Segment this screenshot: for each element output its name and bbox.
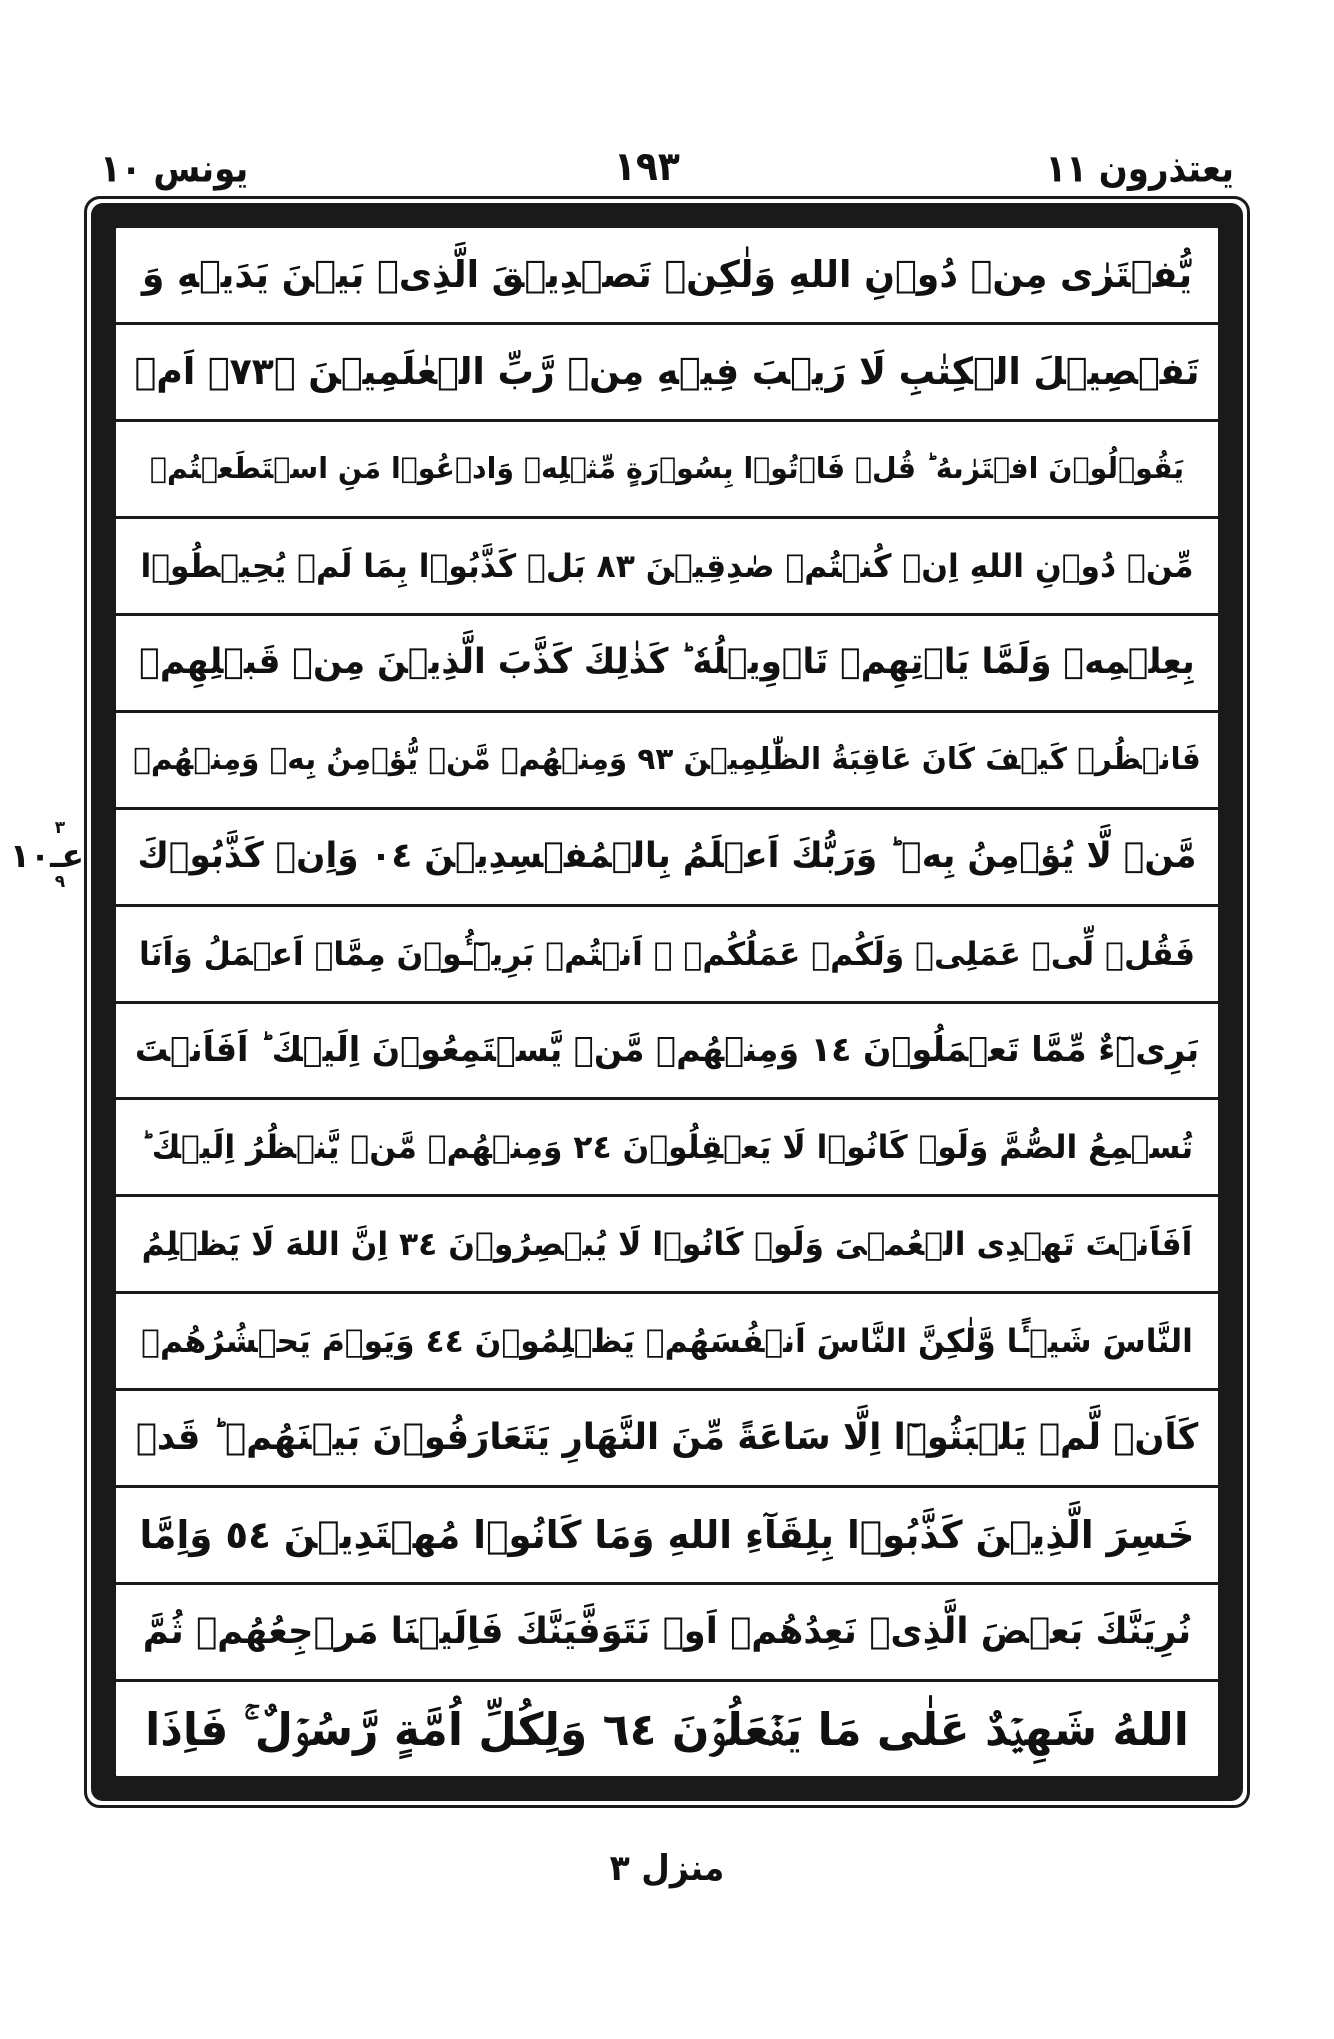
quran-line	[116, 519, 1218, 616]
quran-line	[116, 1004, 1218, 1101]
line-4: مِّنۡ دُوۡنِ اللهِ اِنۡ كُنۡتُمۡ صٰدِقِيۡنَ ٣٨ بَلۡ كَذَّبُوۡا بِمَا لَمۡ يُحِيۡطُوۡا	[140, 546, 1194, 585]
quran-text-body	[116, 228, 1218, 1776]
page-border-inner	[113, 225, 1221, 1779]
page-border-band	[91, 203, 1243, 1801]
line-2: تَفۡصِيۡلَ الۡكِتٰبِ لَا رَيۡبَ فِيۡهِ مِنۡ رَّبِّ الۡعٰلَمِيۡنَ ۩٣٧ۗ اَمۡ	[134, 350, 1200, 394]
quran-line	[116, 1682, 1218, 1776]
line-3: يَقُوۡلُوۡنَ افۡتَرٰىهُ ؕ قُلۡ فَاۡتُوۡا بِسُوۡرَةٍ مِّثۡلِهٖ وَادۡعُوۡا مَنِ اسۡتَطَعۡتُمۡ	[149, 451, 1185, 486]
quran-line	[116, 228, 1218, 325]
quran-line	[116, 1391, 1218, 1488]
manzil-label: منزل ٣	[609, 1846, 725, 1889]
quran-line	[116, 616, 1218, 713]
line-5: بِعِلۡمِهٖ وَلَمَّا يَاۡتِهِمۡ تَاۡوِيۡلُهٗ ؕ كَذٰلِكَ كَذَّبَ الَّذِيۡنَ مِنۡ قَبۡلِهِمۡ	[139, 642, 1195, 683]
line-12: النَّاسَ شَيۡـًٔا وَّلٰكِنَّ النَّاسَ اَنۡفُسَهُمۡ يَظۡلِمُوۡنَ ٤٤ وَيَوۡمَ يَحۡشُرُهُمۡ	[141, 1322, 1193, 1361]
juz-label: يعتذرون ١١	[1045, 146, 1234, 192]
ruku-marker	[9, 818, 84, 892]
line-14: خَسِرَ الَّذِيۡنَ كَذَّبُوۡا بِلِقَآءِ اللهِ وَمَا كَانُوۡا مُهۡتَدِيۡنَ ٤٥ وَاِمَّا	[139, 1513, 1195, 1558]
quran-line	[116, 1488, 1218, 1585]
page-border-scallop-ornament	[98, 210, 1236, 1794]
page-border-outer	[84, 196, 1250, 1808]
line-9: بَرِىۡٓءٌ مِّمَّا تَعۡمَلُوۡنَ ٤١ وَمِنۡهُمۡ مَّنۡ يَّسۡتَمِعُوۡنَ اِلَيۡكَ ؕ اَفَاَنۡتَ	[134, 1030, 1200, 1071]
quran-line	[116, 907, 1218, 1004]
ruku-top-number: ٣	[54, 818, 66, 838]
quran-line	[116, 422, 1218, 519]
line-6: فَانۡظُرۡ كَيۡفَ كَانَ عَاقِبَةُ الظّٰلِمِيۡنَ ٣٩ وَمِنۡهُمۡ مَّنۡ يُّؤۡمِنُ بِهٖ وَمِنۡهُمۡ	[133, 741, 1201, 777]
page-footer	[0, 1848, 1334, 1887]
page-header	[100, 128, 1234, 192]
quran-line	[116, 1294, 1218, 1391]
line-15: نُرِيَنَّكَ بَعۡضَ الَّذِىۡ نَعِدُهُمۡ اَوۡ نَتَوَفَّيَنَّكَ فَاِلَيۡنَا مَرۡجِعُهُمۡ ثُمَّ	[142, 1611, 1192, 1653]
page-number: ١٩٣	[613, 144, 680, 191]
quran-line	[116, 1100, 1218, 1197]
line-13: كَاَنۡ لَّمۡ يَلۡبَثُوۡٓا اِلَّا سَاعَةً مِّنَ النَّهَارِ يَتَعَارَفُوۡنَ بَيۡنَهُمۡ ؕ قَدۡ	[135, 1417, 1199, 1459]
ruku-symbol-icon: عـ١٠	[9, 836, 84, 875]
line-16: اللهُ شَهِيۡدٌ عَلٰى مَا يَفۡعَلُوۡنَ ٤٦ وَلِكُلِّ اُمَّةٍ رَّسُوۡلٌ ۚ فَاِذَا	[145, 1702, 1189, 1756]
line-10: تُسۡمِعُ الصُّمَّ وَلَوۡ كَانُوۡا لَا يَعۡقِلُوۡنَ ٤٢ وَمِنۡهُمۡ مَّنۡ يَّنۡظُرُ اِلَيۡكَ ؕ	[140, 1128, 1194, 1167]
line-8: فَقُلۡ لِّىۡ عَمَلِىۡ وَلَكُمۡ عَمَلُكُمۡ ۚ اَنۡتُمۡ بَرِيۡٓـُٔوۡنَ مِمَّاۤ اَعۡمَلُ وَاَنَا	[138, 934, 1196, 973]
quran-line	[116, 1197, 1218, 1294]
line-11: اَفَاَنۡتَ تَهۡدِى الۡعُمۡىَ وَلَوۡ كَانُوۡا لَا يُبۡصِرُوۡنَ ٤٣ اِنَّ اللهَ لَا يَظۡلِمُ	[141, 1225, 1193, 1264]
quran-line	[116, 713, 1218, 810]
quran-line	[116, 325, 1218, 422]
ruku-bottom-number: ٩	[54, 872, 66, 892]
quran-line	[116, 1585, 1218, 1682]
line-1: يُّفۡتَرٰى مِنۡ دُوۡنِ اللهِ وَلٰكِنۡ تَصۡدِيۡقَ الَّذِىۡ بَيۡنَ يَدَيۡهِ وَ	[141, 253, 1193, 297]
surah-label: يونس ١٠	[100, 146, 249, 192]
quran-line	[116, 810, 1218, 907]
line-7: مَّنۡ لَّا يُؤۡمِنُ بِهٖ ؕ وَرَبُّكَ اَعۡلَمُ بِالۡمُفۡسِدِيۡنَ ٤٠ وَاِنۡ كَذَّبُوۡكَ	[137, 836, 1197, 877]
